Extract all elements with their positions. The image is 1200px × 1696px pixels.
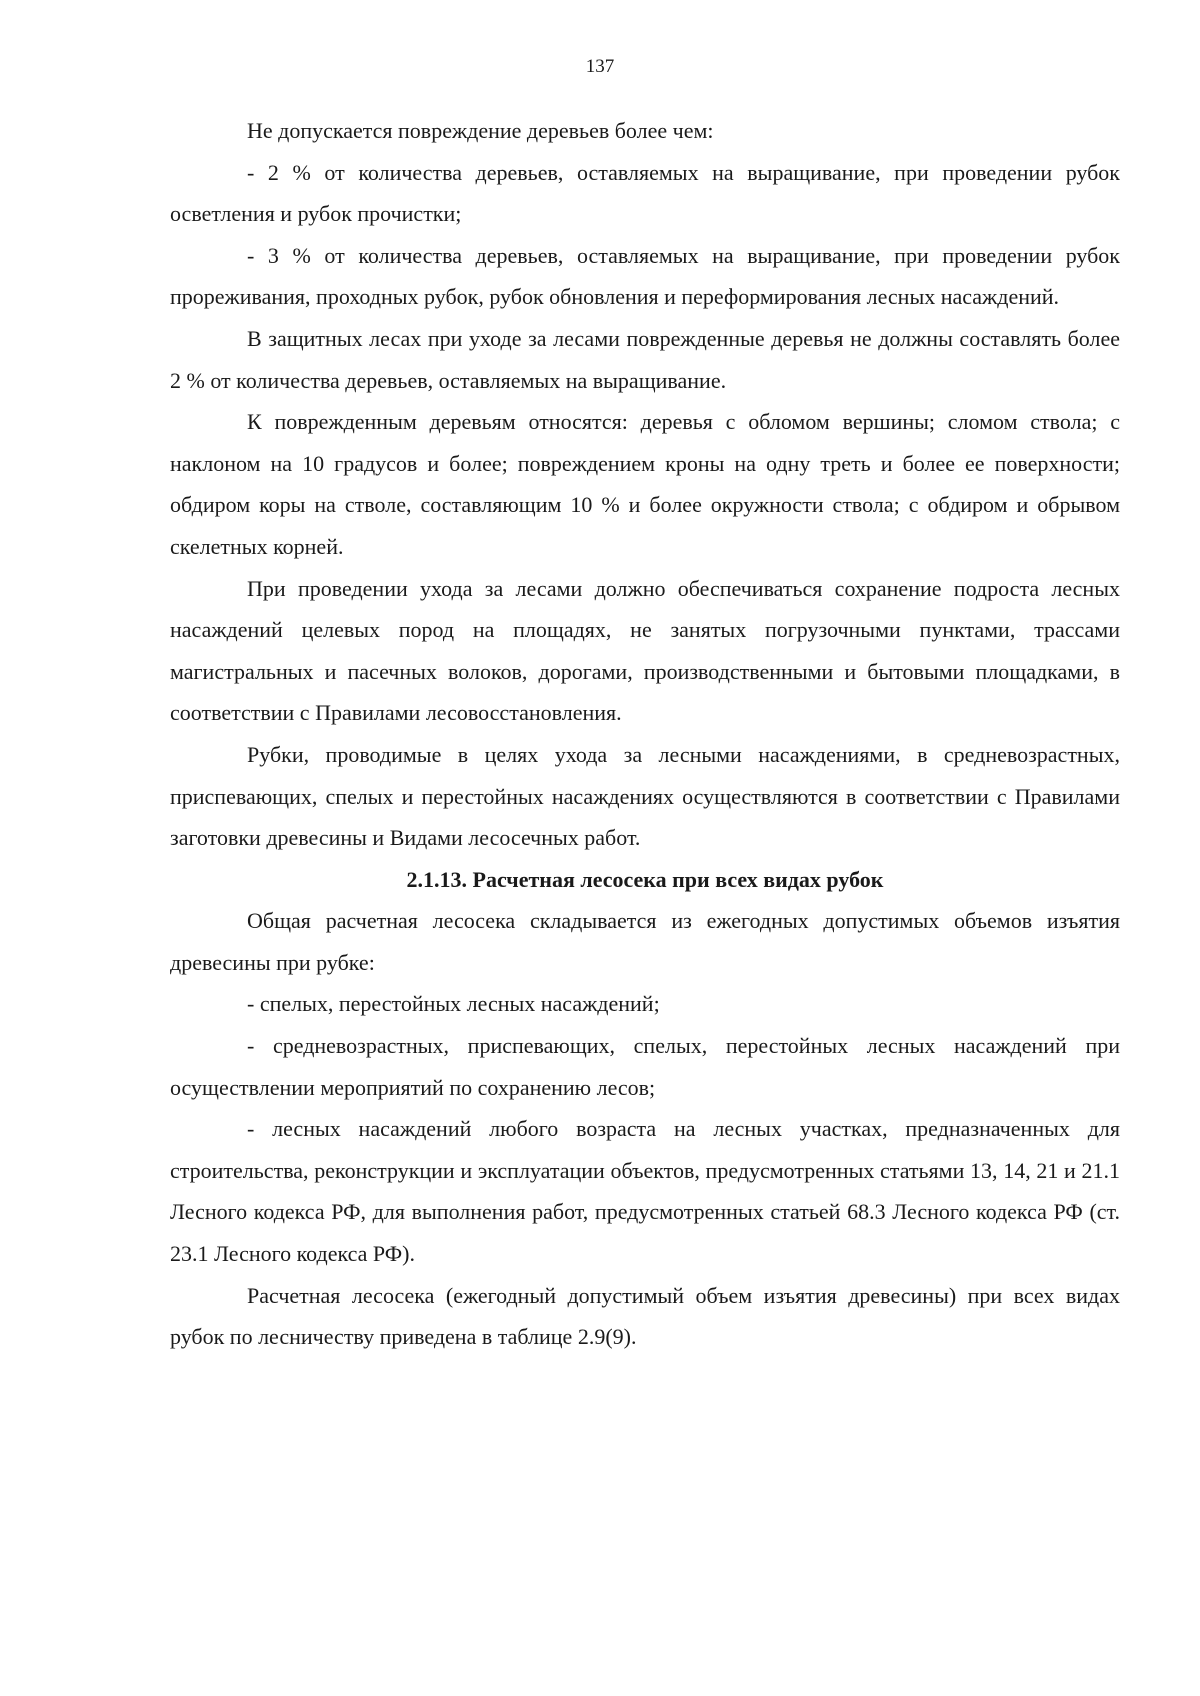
list-item: - спелых, перестойных лесных насаждений; bbox=[247, 991, 660, 1017]
list-item: - 3 % от количества деревьев, оставляемых на выращивание, при проведении рубок прореживания, проходных рубок, рубок обновления и переформирования лесных насаждений. bbox=[170, 242, 1120, 310]
list-item: - лесных насаждений любого возраста на лесных участках, предназначенных для строительства, реконструкции и эксплуатации объектов, предусмотренных статьями 13, 14, 21 и 21.1 Лесного кодекса РФ, для выполнения работ, предусмотренных статьей 68.3 Лесного кодекса РФ (ст. 23.1 Лесного кодекса РФ). bbox=[170, 1116, 1120, 1267]
page-number: 137 bbox=[585, 56, 615, 77]
paragraph: При проведении ухода за лесами должно обеспечиваться сохранение подроста лесных насаждений целевых пород на площадях, не занятых погрузочными пунктами, трассами магистральных и пасечных волоков, дорогами, производственными и бытовыми площадками, в соответствии с Правилами лесовосстановления. bbox=[170, 575, 1120, 726]
document-body bbox=[170, 110, 1120, 1358]
paragraph: Расчетная лесосека (ежегодный допустимый объем изъятия древесины) при всех видах рубок по лесничеству приведена в таблице 2.9(9). bbox=[170, 1282, 1120, 1350]
section-heading: 2.1.13. Расчетная лесосека при всех видах рубок bbox=[406, 866, 884, 892]
paragraph: Рубки, проводимые в целях ухода за лесными насаждениями, в средневозрастных, приспевающих, спелых и перестойных насаждениях осуществляются в соответствии с Правилами заготовки древесины и Видами лесосечных работ. bbox=[170, 741, 1120, 851]
paragraph: К поврежденным деревьям относятся: деревья с обломом вершины; сломом ствола; с наклоном на 10 градусов и более; повреждением кроны на одну треть и более ее поверхности; обдиром коры на стволе, составляющим 10 % и более окружности ствола; с обдиром и обрывом скелетных корней. bbox=[170, 409, 1120, 559]
list-item: - средневозрастных, приспевающих, спелых, перестойных лесных насаждений при осуществлении мероприятий по сохранению лесов; bbox=[170, 1033, 1120, 1100]
paragraph: Общая расчетная лесосека складывается из ежегодных допустимых объемов изъятия древесины при рубке: bbox=[170, 908, 1120, 975]
list-item: - 2 % от количества деревьев, оставляемых на выращивание, при проведении рубок осветления и рубок прочистки; bbox=[170, 159, 1120, 227]
paragraph: Не допускается повреждение деревьев более чем: bbox=[247, 118, 714, 143]
paragraph: В защитных лесах при уходе за лесами поврежденные деревья не должны составлять более 2 % от количества деревьев, оставляемых на выращивание. bbox=[170, 325, 1120, 393]
